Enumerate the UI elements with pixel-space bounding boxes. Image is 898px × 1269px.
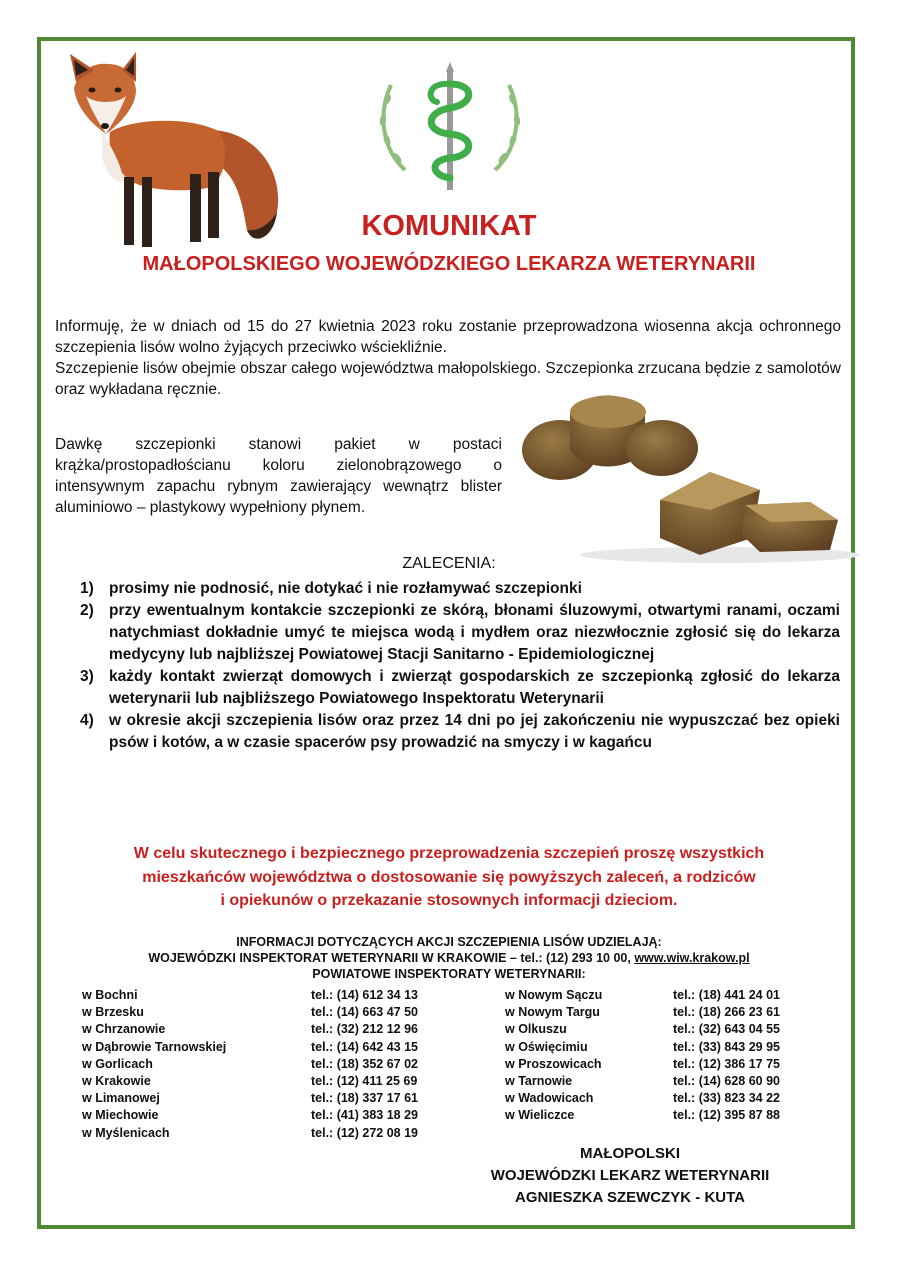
office-phone: tel.: (32) 212 12 96 — [311, 1022, 419, 1037]
office-phone: tel.: (33) 843 29 95 — [673, 1039, 781, 1054]
office-phones-left — [311, 987, 418, 1142]
signature-line: MAŁOPOLSKI — [580, 1145, 680, 1162]
office-name: w Brzesku — [82, 1005, 144, 1020]
recommendation-item — [80, 600, 840, 666]
office-name: w Wieliczce — [505, 1108, 575, 1123]
recommendation-number: 1) — [80, 580, 94, 597]
recommendation-item — [80, 666, 840, 710]
office-phone: tel.: (18) 352 67 02 — [311, 1056, 419, 1071]
office-phones-right — [673, 987, 780, 1125]
office-name: w Limanowej — [82, 1091, 160, 1106]
recommendation-text: prosimy nie podnosić, nie dotykać i nie rozłamywać szczepionki — [109, 580, 582, 597]
office-name: w Nowym Sączu — [505, 988, 603, 1002]
office-phone: tel.: (12) 386 17 75 — [673, 1056, 781, 1071]
recommendation-text: przy ewentualnym kontakcie szczepionki ze skórą, błonami śluzowymi, otwartymi ranami, oczami natychmiast dokładnie umyć te miejsca wodą i mydłem oraz niezwłocznie zgłosić się do lekarza medycyny lub najbliższej Powiatowej Stacji Sanitarno - Epidemiologicznej — [109, 602, 840, 663]
voivodeship-inspectorate-text: WOJEWÓDZKI INSPEKTORAT WETERYNARII W KRAKOWIE – tel.: (12) 293 10 00, — [148, 951, 635, 965]
office-phone: tel.: (18) 266 23 61 — [673, 1005, 781, 1020]
signature-line: AGNIESZKA SZEWCZYK - KUTA — [515, 1189, 745, 1206]
contact-info — [60, 934, 838, 982]
recommendation-text: każdy kontakt zwierząt domowych i zwierząt gospodarskich ze szczepionką zgłosić do lekarza weterynarii lub najbliższego Powiatowego Inspektoratu Weterynarii — [109, 668, 840, 707]
signature-block — [430, 1143, 830, 1209]
office-name: w Nowym Targu — [505, 1005, 600, 1020]
office-name: w Dąbrowie Tarnowskiej — [82, 1039, 227, 1054]
recommendation-item — [80, 710, 840, 754]
recommendation-number: 2) — [80, 602, 94, 619]
office-phone: tel.: (32) 643 04 55 — [673, 1022, 781, 1037]
dose-paragraph: Dawkę szczepionki stanowi pakiet w postaci krążka/prostopadłościanu koloru zielonobrązowego o intensywnym zapachu rybnym zawierający wewnątrz blister aluminiowo – plastykowy wypełniony płynem. — [55, 436, 502, 516]
recommendations-list — [80, 578, 840, 754]
office-phone: tel.: (18) 337 17 61 — [311, 1091, 419, 1106]
vaccine-bait-image — [520, 390, 865, 565]
office-phone: tel.: (18) 441 24 01 — [673, 988, 781, 1002]
intro-paragraph-2: Szczepienie lisów obejmie obszar całego województwa małopolskiego. Szczepionka zrzucana będzie z samolotów oraz wykładana ręcznie. — [55, 360, 841, 398]
office-name: w Oświęcimiu — [505, 1039, 588, 1054]
office-names-left — [82, 987, 226, 1142]
intro-paragraph-1: Informuję, że w dniach od 15 do 27 kwietnia 2023 roku zostanie przeprowadzona wiosenna akcja ochronnego szczepienia lisów wolno żyjących przeciwko wściekliźnie. — [55, 318, 841, 356]
office-phone: tel.: (14) 612 34 13 — [311, 988, 419, 1002]
office-phone: tel.: (41) 383 18 29 — [311, 1108, 419, 1123]
appeal-line: i opiekunów o przekazanie stosownych informacji dzieciom. — [220, 892, 678, 909]
office-phone: tel.: (33) 823 34 22 — [673, 1091, 781, 1106]
office-name: w Gorlicach — [82, 1056, 153, 1071]
page-title: KOMUNIKAT — [361, 210, 537, 242]
veterinary-emblem — [375, 60, 525, 195]
intro-paragraphs — [55, 316, 841, 400]
signature-line: WOJEWÓDZKI LEKARZ WETERYNARII — [490, 1167, 770, 1184]
recommendation-item — [80, 578, 840, 600]
office-phone: tel.: (14) 642 43 15 — [311, 1039, 419, 1054]
office-name: w Krakowie — [82, 1074, 151, 1089]
office-phone: tel.: (12) 272 08 19 — [311, 1125, 419, 1140]
office-phone: tel.: (12) 395 87 88 — [673, 1108, 781, 1123]
contact-heading: INFORMACJI DOTYCZĄCYCH AKCJI SZCZEPIENIA LISÓW UDZIELAJĄ: — [236, 935, 662, 949]
appeal-paragraph — [60, 842, 838, 913]
office-name: w Chrzanowie — [82, 1022, 166, 1037]
office-name: w Myślenicach — [82, 1125, 170, 1140]
recommendations-heading: ZALECENIA: — [402, 555, 496, 572]
district-inspectorates-heading: POWIATOWE INSPEKTORATY WETERYNARII: — [312, 967, 586, 981]
office-name: w Olkuszu — [505, 1022, 567, 1037]
office-phone: tel.: (14) 663 47 50 — [311, 1005, 419, 1020]
office-name: w Tarnowie — [505, 1074, 573, 1089]
office-name: w Proszowicach — [505, 1056, 602, 1071]
office-names-right — [505, 987, 602, 1125]
office-name: w Bochni — [82, 988, 138, 1002]
office-phone: tel.: (14) 628 60 90 — [673, 1074, 781, 1089]
appeal-line: mieszkańców województwa o dostosowanie się powyższych zaleceń, a rodziców — [142, 868, 756, 886]
office-name: w Miechowie — [82, 1108, 159, 1123]
website-link[interactable]: www.wiw.krakow.pl — [634, 951, 750, 965]
voivodeship-inspectorate — [60, 950, 838, 966]
page-subtitle: MAŁOPOLSKIEGO WOJEWÓDZKIEGO LEKARZA WETERYNARII — [142, 253, 756, 275]
recommendation-number: 3) — [80, 668, 94, 685]
office-phone: tel.: (12) 411 25 69 — [311, 1074, 418, 1089]
recommendation-text: w okresie akcji szczepienia lisów oraz przez 14 dni po jej zakończeniu nie wypuszczać bez opieki psów i kotów, a w czasie spacerów psy prowadzić na smyczy i w kagańcu — [109, 712, 840, 751]
office-name: w Wadowicach — [505, 1091, 594, 1106]
appeal-line: W celu skutecznego i bezpiecznego przeprowadzenia szczepień proszę wszystkich — [133, 845, 765, 862]
recommendation-number: 4) — [80, 712, 94, 729]
